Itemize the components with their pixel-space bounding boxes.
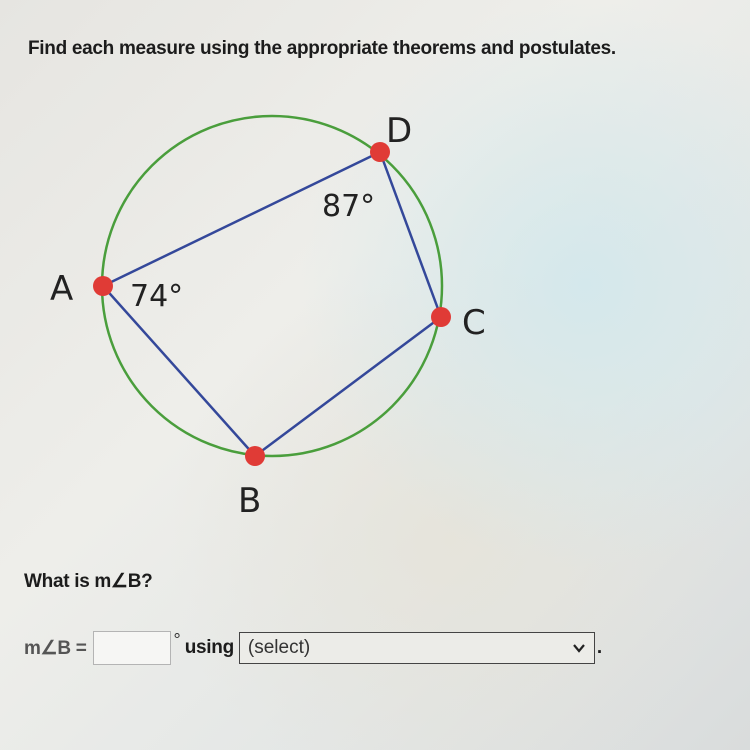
- angle-d-label: 87°: [322, 189, 376, 224]
- instructions-text: Find each measure using the appropriate theorems and postulates.: [28, 38, 616, 59]
- side-dc: [380, 152, 441, 317]
- vertex-label-a: A: [50, 269, 74, 309]
- angle-b-input[interactable]: [93, 631, 171, 665]
- trailing-period: .: [596, 637, 603, 658]
- point-a: [93, 276, 113, 296]
- point-c: [431, 307, 451, 327]
- using-label: using: [184, 637, 234, 658]
- vertex-label-c: C: [462, 303, 486, 343]
- vertex-label-d: D: [386, 111, 413, 151]
- select-value: (select): [247, 637, 311, 658]
- answer-label: m∠B =: [24, 637, 87, 659]
- side-cb: [255, 317, 441, 456]
- degree-symbol: °: [173, 629, 181, 650]
- angle-a-label: 74°: [130, 279, 184, 314]
- vertex-label-b: B: [238, 481, 262, 521]
- chevron-down-icon: [570, 639, 588, 657]
- answer-row: [24, 628, 602, 668]
- question-prompt: What is m∠B?: [24, 571, 153, 592]
- theorem-select-dropdown[interactable]: [239, 632, 595, 664]
- point-b: [245, 446, 265, 466]
